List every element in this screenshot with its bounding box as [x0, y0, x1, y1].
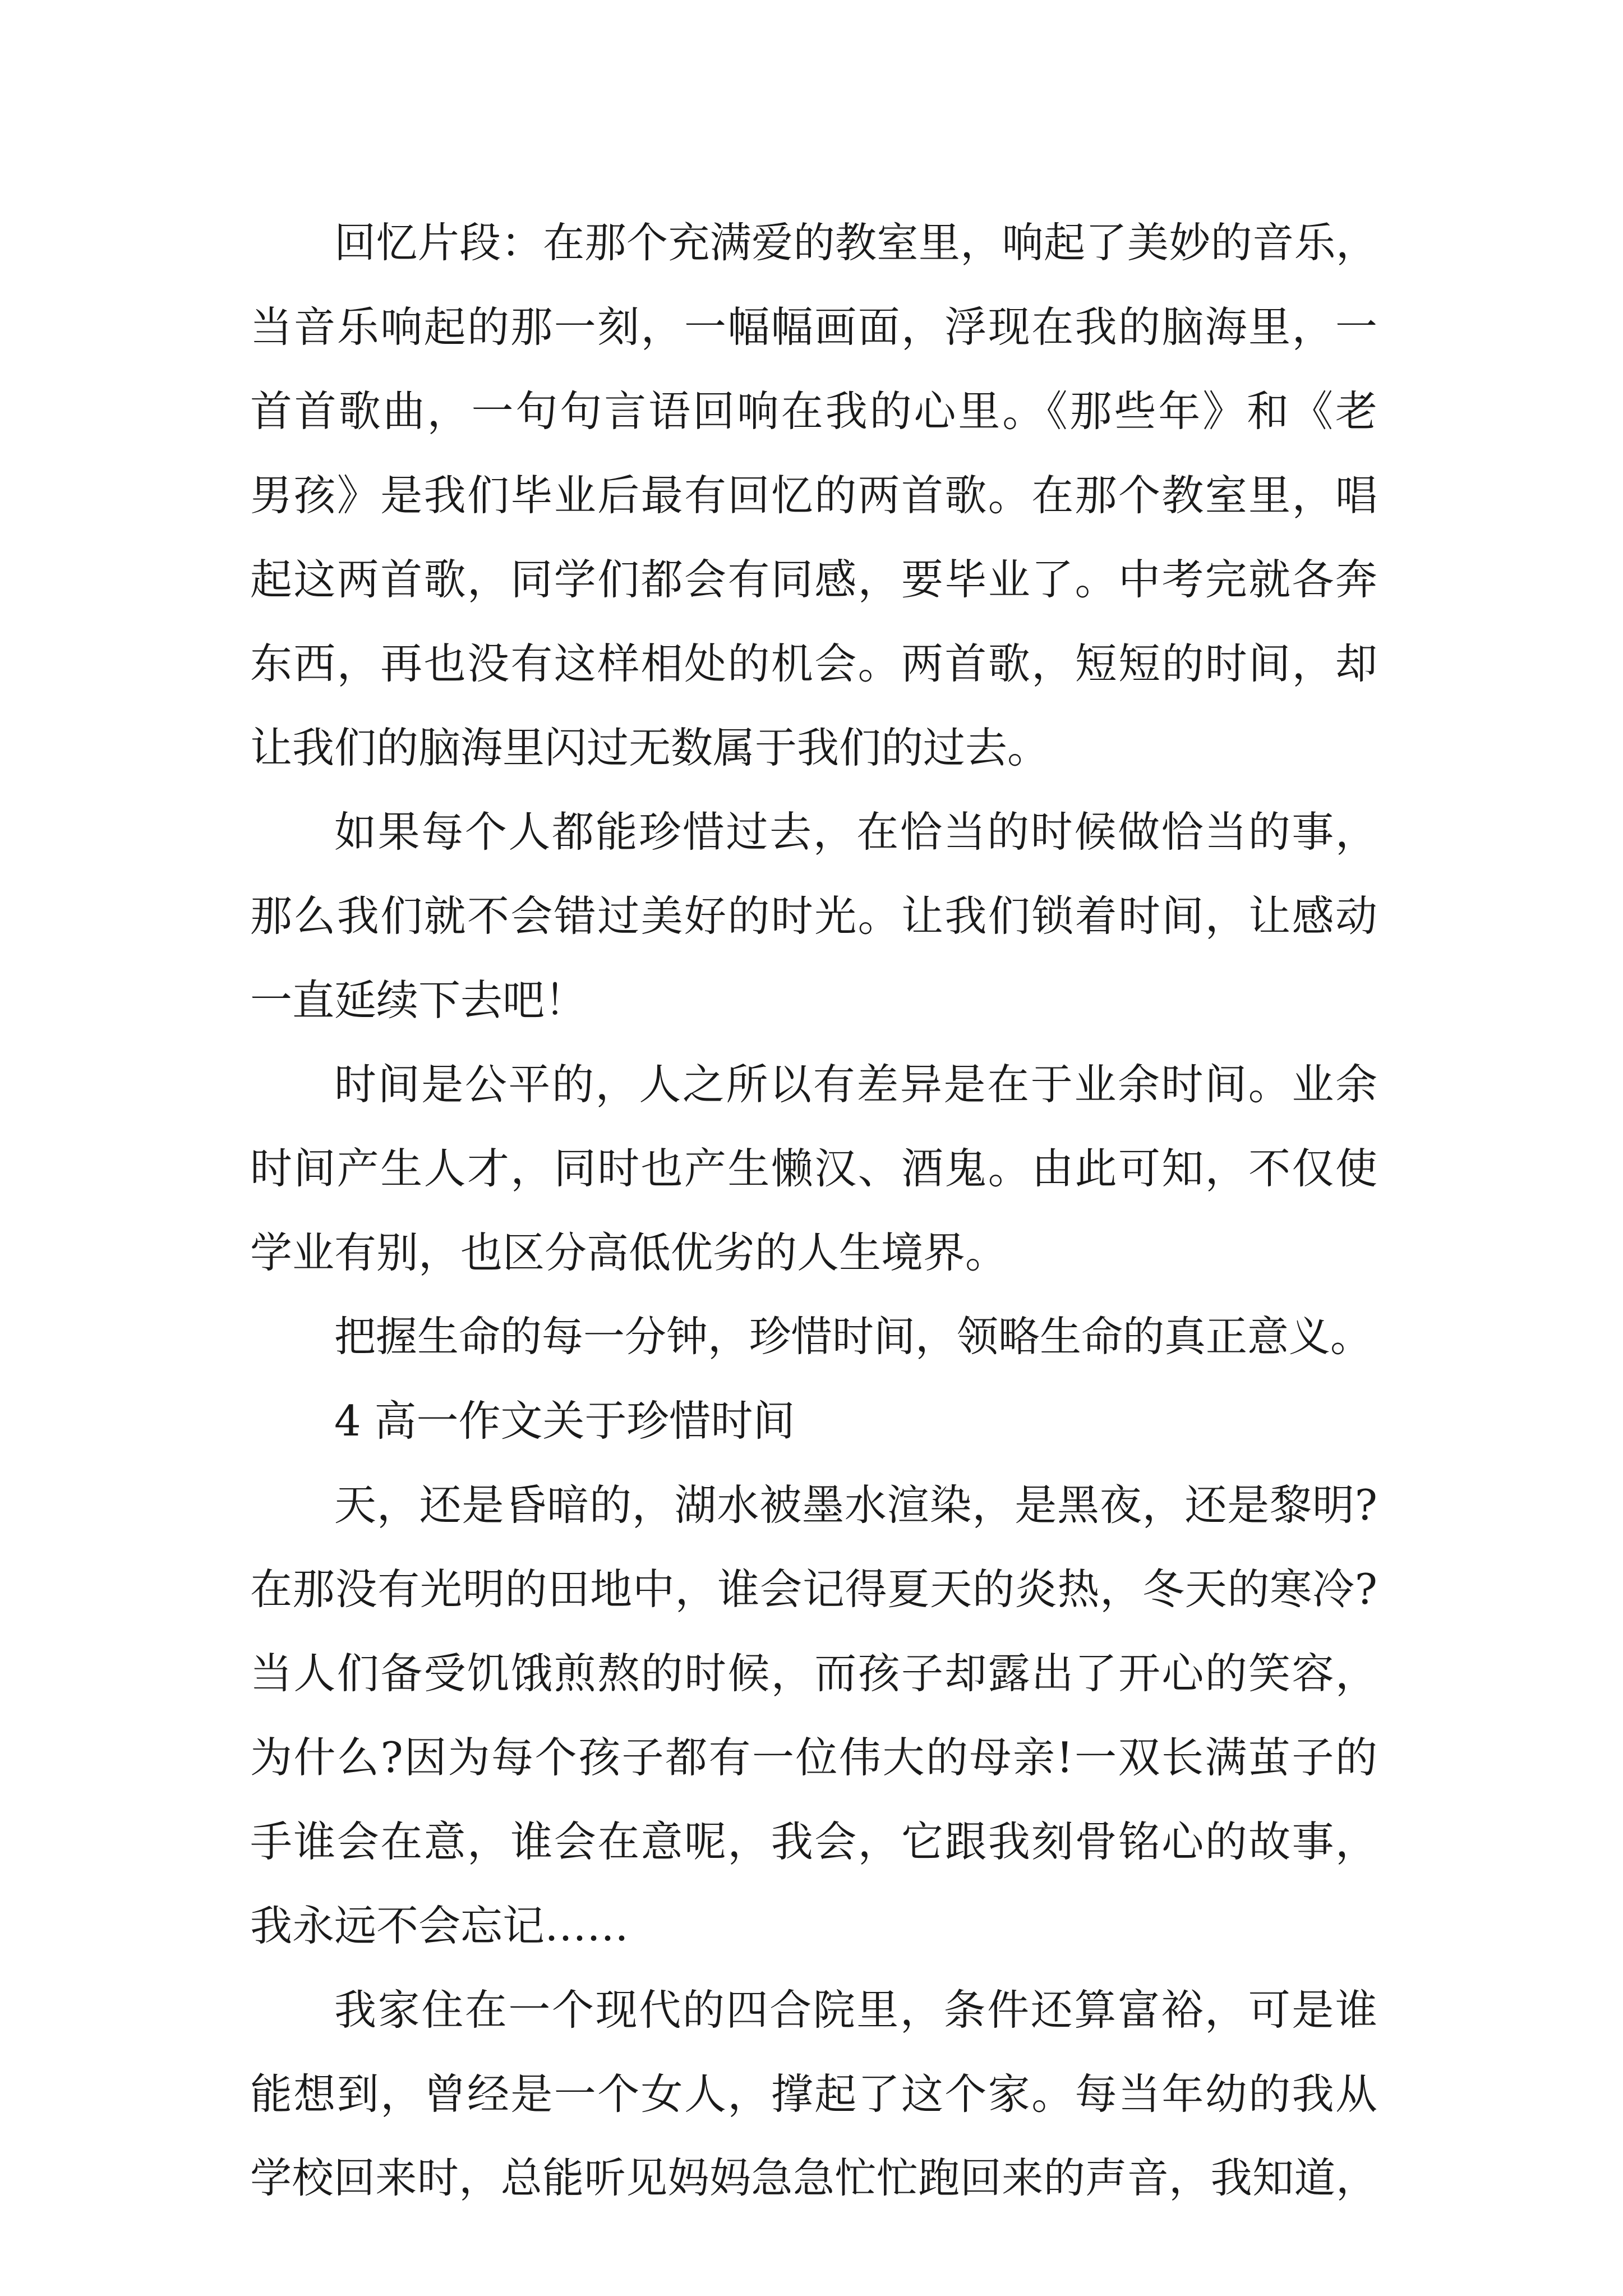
text-line: 把握生命的每一分钟，珍惜时间，领略生命的真正意义。: [334, 1313, 1372, 1361]
text-line: 时间是公平的，人之所以有差异是在于业余时间。业余: [334, 1060, 1377, 1109]
text-line: 在那没有光明的田地中，谁会记得夏天的炎热，冬天的寒冷?: [250, 1565, 1377, 1614]
section-heading: 4 高一作文关于珍惜时间: [334, 1396, 795, 1446]
text-line: 时间产生人才，同时也产生懒汉、酒鬼。由此可知，不仅使: [250, 1144, 1377, 1193]
text-line: 东西，再也没有这样相处的机会。两首歌，短短的时间，却: [250, 639, 1377, 688]
text-line: 能想到，曾经是一个女人，撑起了这个家。每当年幼的我从: [250, 2069, 1377, 2119]
text-line: 我家住在一个现代的四合院里，条件还算富裕，可是谁: [334, 1985, 1377, 2035]
text-line: 学校回来时，总能听见妈妈急急忙忙跑回来的声音，我知道，: [250, 2154, 1377, 2202]
text-line: 当音乐响起的那一刻，一幅幅画面，浮现在我的脑海里，一: [250, 302, 1377, 352]
text-line: 男孩》是我们毕业后最有回忆的两首歌。在那个教室里，唱: [250, 471, 1377, 520]
text-line: 学业有别，也区分高低优劣的人生境界。: [250, 1228, 1008, 1277]
text-line: 为什么?因为每个孩子都有一位伟大的母亲!一双长满茧子的: [250, 1733, 1377, 1782]
text-line: 那么我们就不会错过美好的时光。让我们锁着时间，让感动: [250, 891, 1377, 941]
text-line: 让我们的脑海里闪过无数属于我们的过去。: [250, 723, 1050, 772]
text-line: 如果每个人都能珍惜过去，在恰当的时候做恰当的事，: [334, 807, 1377, 857]
text-line: 回忆片段：在那个充满爱的教室里，响起了美妙的音乐，: [334, 219, 1377, 267]
text-line: 当人们备受饥饿煎熬的时候，而孩子却露出了开心的笑容，: [250, 1649, 1377, 1698]
text-line: 手谁会在意，谁会在意呢，我会，它跟我刻骨铭心的故事，: [250, 1817, 1377, 1866]
text-line: 天，还是昏暗的，湖水被墨水渲染，是黑夜，还是黎明?: [334, 1480, 1377, 1530]
text-line: 起这两首歌，同学们都会有同感，要毕业了。中考完就各奔: [250, 555, 1377, 604]
text-line: 首首歌曲，一句句言语回响在我的心里。《那些年》和《老: [250, 386, 1377, 436]
text-line: 一直延续下去吧！: [250, 976, 587, 1025]
text-line: 我永远不会忘记……: [250, 1901, 629, 1950]
